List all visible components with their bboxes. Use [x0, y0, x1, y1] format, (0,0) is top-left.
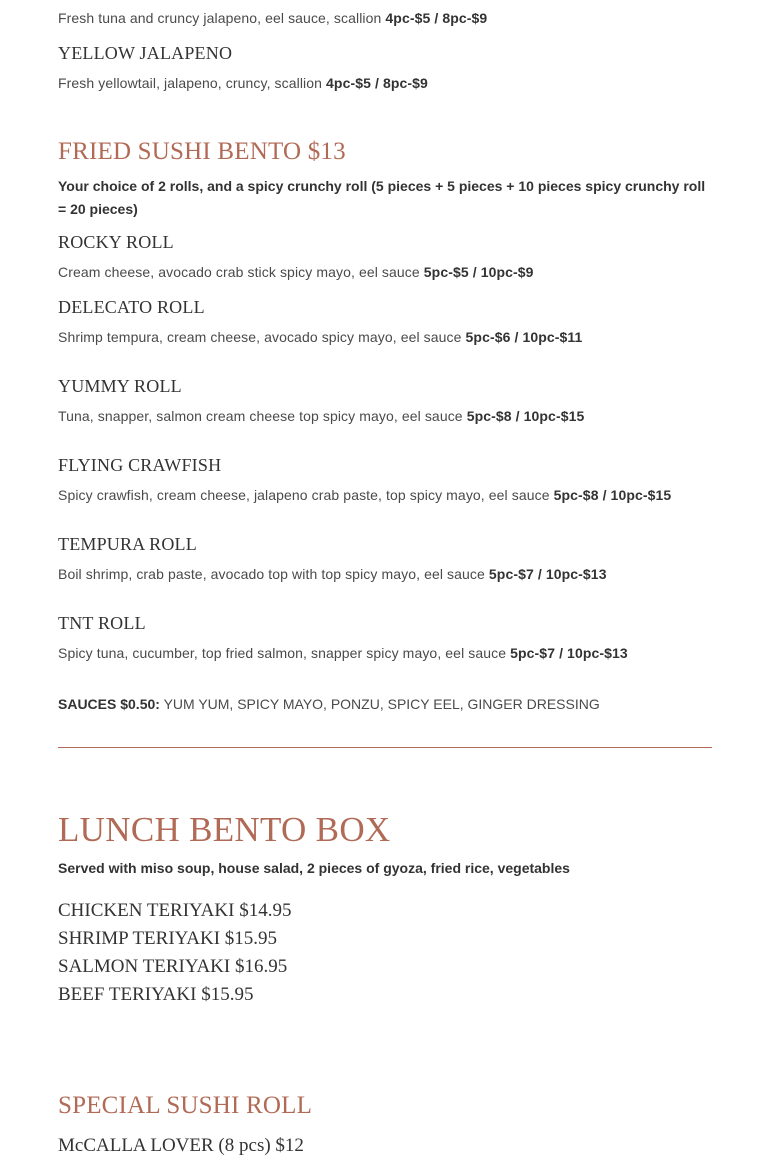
item-description-text: Shrimp tempura, cream cheese, avocado spicy mayo, eel sauce: [58, 329, 462, 345]
sauces-line: [58, 696, 600, 712]
yellow-jalapeno-description: [58, 75, 428, 91]
item-description-text: Boil shrimp, crab paste, avocado top with top spicy mayo, eel sauce: [58, 566, 485, 582]
item-description-text: Tuna, snapper, salmon cream cheese top spicy mayo, eel sauce: [58, 408, 463, 424]
tempura-roll-description: [58, 566, 607, 582]
bento-item-salmon-teriyaki: SALMON TERIYAKI $16.95: [58, 956, 288, 977]
item-title-tnt-roll: TNT ROLL: [58, 613, 146, 633]
section-title-special-sushi-roll: SPECIAL SUSHI ROLL: [58, 1092, 313, 1119]
special-item-mccalla-lover: McCALLA LOVER (8 pcs) $12: [58, 1135, 304, 1156]
item-price: 4pc-$5 / 8pc-$9: [326, 75, 428, 91]
item-description-text: Spicy tuna, cucumber, top fried salmon, snapper spicy mayo, eel sauce: [58, 645, 507, 661]
item-title-delecato-roll: DELECATO ROLL: [58, 297, 205, 317]
flying-crawfish-description: [58, 487, 671, 503]
delecato-roll-description: [58, 329, 582, 345]
bento-item-beef-teriyaki: BEEF TERIYAKI $15.95: [58, 984, 254, 1005]
item-title-yummy-roll: YUMMY ROLL: [58, 376, 182, 396]
yummy-roll-description: [58, 408, 584, 424]
bento-item-chicken-teriyaki: CHICKEN TERIYAKI $14.95: [58, 900, 292, 921]
item-price: 4pc-$5 / 8pc-$9: [385, 10, 488, 26]
item-description-text: Cream cheese, avocado crab stick spicy mayo, eel sauce: [58, 264, 420, 280]
tnt-roll-description: [58, 645, 628, 661]
item-price: 5pc-$8 / 10pc-$15: [466, 408, 585, 424]
item-title-flying-crawfish: FLYING CRAWFISH: [58, 455, 222, 475]
item-title-rocky-roll: ROCKY ROLL: [58, 232, 174, 252]
item-title-yellow-jalapeno: YELLOW JALAPENO: [58, 43, 233, 63]
lunch-bento-intro: Served with miso soup, house salad, 2 pieces of gyoza, fried rice, vegetables: [58, 860, 570, 876]
item-description-text: Fresh yellowtail, jalapeno, cruncy, scallion: [58, 75, 323, 91]
item-price: 5pc-$8 / 10pc-$15: [553, 487, 672, 503]
item-price: 5pc-$7 / 10pc-$13: [510, 645, 628, 661]
section-title-lunch-bento-box: LUNCH BENTO BOX: [58, 810, 391, 849]
item-price: 5pc-$7 / 10pc-$13: [488, 566, 607, 582]
bento-item-shrimp-teriyaki: SHRIMP TERIYAKI $15.95: [58, 928, 278, 949]
sauces-list: YUM YUM, SPICY MAYO, PONZU, SPICY EEL, GINGER DRESSING: [163, 696, 600, 712]
sauces-label: SAUCES $0.50:: [58, 696, 160, 712]
tuna-item-description: [58, 10, 487, 26]
item-title-tempura-roll: TEMPURA ROLL: [58, 534, 197, 554]
item-price: 5pc-$6 / 10pc-$11: [465, 329, 583, 345]
fried-bento-intro: Your choice of 2 rolls, and a spicy crunchy roll (5 pieces + 5 pieces + 10 pieces spicy crunchy roll = 20 pieces): [58, 178, 706, 217]
rocky-roll-description: [58, 264, 534, 280]
item-description-text: Spicy crawfish, cream cheese, jalapeno crab paste, top spicy mayo, eel sauce: [58, 487, 550, 503]
item-price: 5pc-$5 / 10pc-$9: [423, 264, 534, 280]
item-description-text: Fresh tuna and cruncy jalapeno, eel sauce, scallion: [58, 10, 382, 26]
section-divider: [58, 747, 712, 748]
section-title-fried-sushi-bento: FRIED SUSHI BENTO $13: [58, 138, 346, 165]
